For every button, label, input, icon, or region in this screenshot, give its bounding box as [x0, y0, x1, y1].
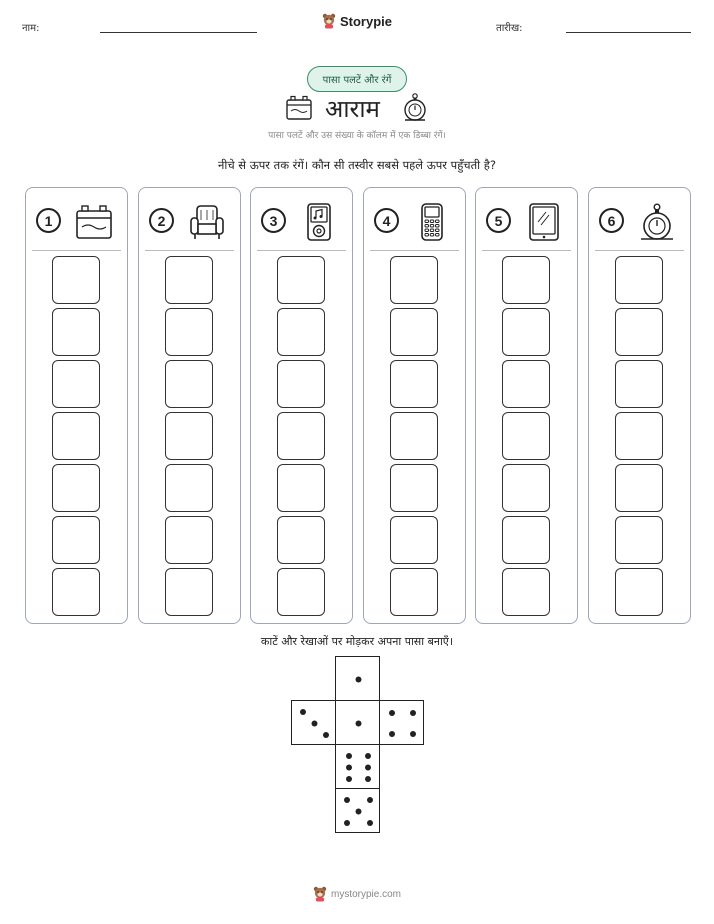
column-3 — [250, 187, 353, 624]
column-divider — [145, 250, 234, 251]
kitchen-timer-icon — [401, 92, 429, 124]
column-5 — [475, 187, 578, 624]
color-box[interactable] — [277, 516, 325, 564]
color-box[interactable] — [502, 360, 550, 408]
color-box[interactable] — [390, 308, 438, 356]
armchair-icon — [187, 202, 227, 242]
color-box[interactable] — [165, 464, 213, 512]
color-box[interactable] — [277, 256, 325, 304]
color-box[interactable] — [165, 256, 213, 304]
color-box[interactable] — [165, 516, 213, 564]
color-box[interactable] — [277, 308, 325, 356]
column-number: 2 — [149, 208, 174, 233]
color-box[interactable] — [390, 516, 438, 564]
date-line — [566, 32, 691, 33]
color-box[interactable] — [277, 412, 325, 460]
color-box[interactable] — [52, 412, 100, 460]
die-face-3 — [291, 700, 336, 745]
color-box[interactable] — [615, 464, 663, 512]
column-2 — [138, 187, 241, 624]
color-box[interactable] — [277, 464, 325, 512]
color-box[interactable] — [390, 256, 438, 304]
column-6 — [588, 187, 691, 624]
name-line — [100, 32, 257, 33]
question-text: नीचे से ऊपर तक रंगें। कौन सी तस्वीर सबसे पहले ऊपर पहुँचती है? — [217, 158, 497, 172]
color-box[interactable] — [165, 360, 213, 408]
color-box[interactable] — [277, 568, 325, 616]
column-header — [486, 200, 567, 240]
cut-instruction: काटें और रेखाओं पर मोड़कर अपना पासा बनाएँ। — [260, 635, 454, 648]
column-divider — [257, 250, 346, 251]
color-box[interactable] — [502, 308, 550, 356]
tablet-icon — [524, 202, 564, 242]
color-box[interactable] — [502, 464, 550, 512]
title-row — [0, 92, 714, 126]
activity-tag: पासा पलटें और रंगें — [307, 66, 407, 92]
color-box[interactable] — [390, 464, 438, 512]
color-box[interactable] — [615, 256, 663, 304]
instruction-text: पासा पलटें और उस संख्या के कॉलम में एक डिब्बा रंगें। — [268, 131, 446, 141]
page-title: आराम — [325, 95, 380, 123]
color-box[interactable] — [615, 568, 663, 616]
footer — [0, 886, 714, 902]
heater-icon — [285, 94, 313, 122]
color-box[interactable] — [390, 412, 438, 460]
bear-mascot-icon — [313, 886, 327, 902]
cell-phone-icon — [412, 202, 452, 242]
color-box[interactable] — [165, 412, 213, 460]
column-header — [36, 200, 117, 240]
color-box[interactable] — [52, 308, 100, 356]
color-box[interactable] — [615, 360, 663, 408]
column-number: 4 — [374, 208, 399, 233]
kitchen-timer-icon — [637, 202, 677, 242]
color-box[interactable] — [502, 256, 550, 304]
column-divider — [32, 250, 121, 251]
brand-name: Storypie — [339, 13, 392, 29]
column-number: 1 — [36, 208, 61, 233]
color-box[interactable] — [52, 568, 100, 616]
column-number: 5 — [486, 208, 511, 233]
brand-logo — [0, 13, 714, 29]
color-box[interactable] — [277, 360, 325, 408]
music-player-icon — [299, 202, 339, 242]
die-face-4 — [379, 700, 424, 745]
die-face-6 — [335, 744, 380, 789]
color-box[interactable] — [390, 568, 438, 616]
column-header — [374, 200, 455, 240]
column-1 — [25, 187, 128, 624]
color-box[interactable] — [52, 516, 100, 564]
column-header — [261, 200, 342, 240]
footer-site[interactable]: mystorypie.com — [330, 888, 401, 900]
color-box[interactable] — [390, 360, 438, 408]
column-divider — [370, 250, 459, 251]
column-number: 3 — [261, 208, 286, 233]
column-divider — [482, 250, 571, 251]
color-box[interactable] — [615, 308, 663, 356]
color-box[interactable] — [615, 516, 663, 564]
color-box[interactable] — [502, 516, 550, 564]
column-header — [149, 200, 230, 240]
color-box[interactable] — [165, 568, 213, 616]
bear-mascot-icon — [322, 13, 336, 29]
die-face-1 — [335, 656, 380, 701]
color-box[interactable] — [52, 360, 100, 408]
column-number: 6 — [599, 208, 624, 233]
color-box[interactable] — [165, 308, 213, 356]
column-header — [599, 200, 680, 240]
color-box[interactable] — [615, 412, 663, 460]
die-face-1 — [335, 700, 380, 745]
color-box[interactable] — [52, 464, 100, 512]
name-label: नाम: — [22, 23, 40, 34]
heater-icon — [74, 202, 114, 242]
column-4 — [363, 187, 466, 624]
die-face-5 — [335, 788, 380, 833]
column-divider — [595, 250, 684, 251]
color-box[interactable] — [502, 568, 550, 616]
date-label: तारीख: — [496, 23, 523, 34]
color-box[interactable] — [502, 412, 550, 460]
color-box[interactable] — [52, 256, 100, 304]
